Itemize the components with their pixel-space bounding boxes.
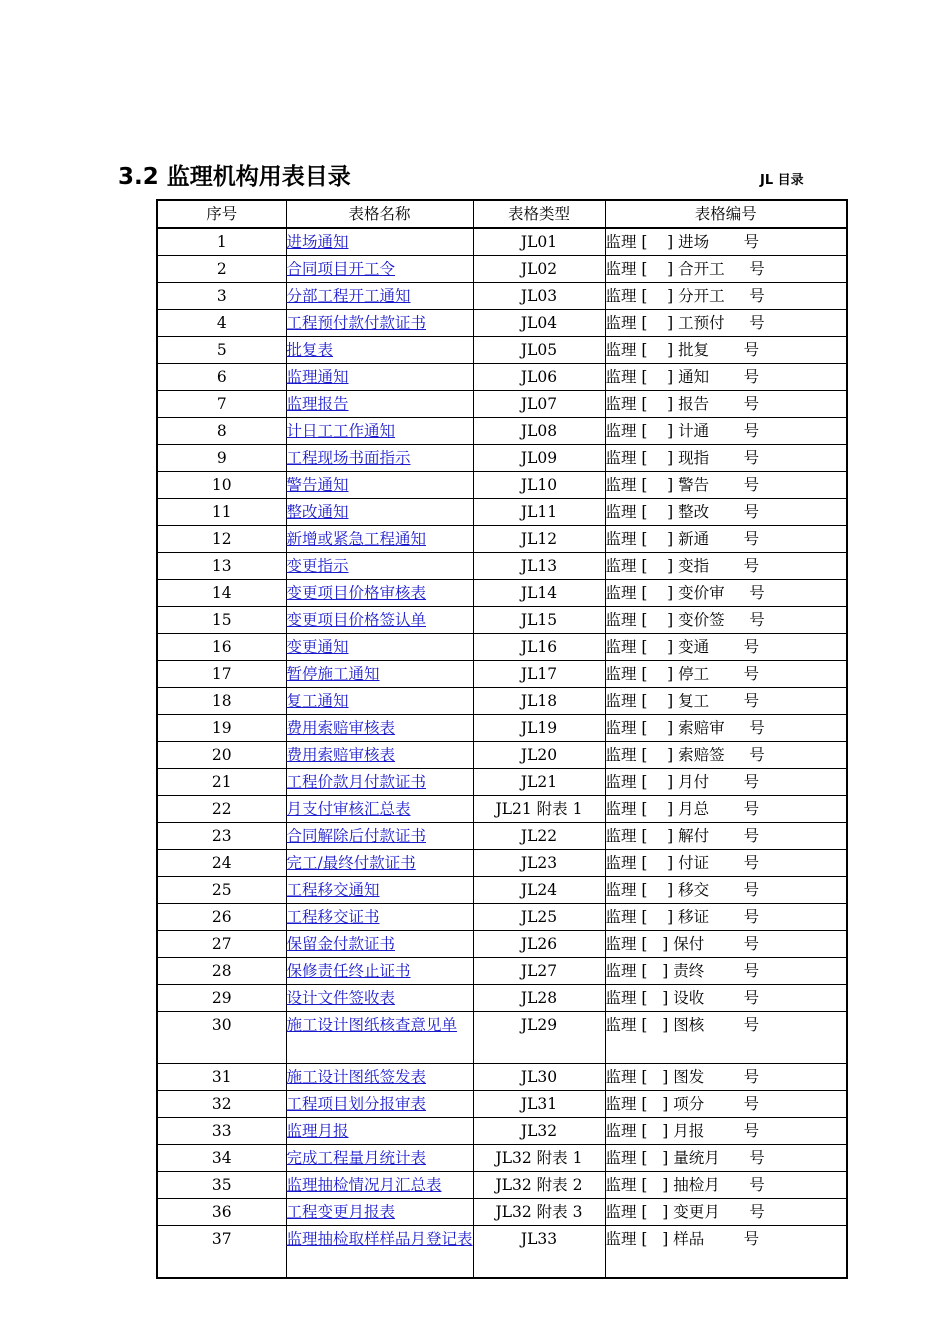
- form-code: 监理 [ ] 设收 号: [605, 985, 847, 1012]
- form-type: JL24: [473, 877, 605, 904]
- form-name-cell: [286, 418, 473, 445]
- form-type: JL18: [473, 688, 605, 715]
- form-name-cell: [286, 742, 473, 769]
- table-row: [157, 1012, 847, 1064]
- table-row: [157, 958, 847, 985]
- form-name-cell: [286, 472, 473, 499]
- header-name: 表格名称: [286, 200, 473, 228]
- row-number: 23: [157, 823, 286, 850]
- form-name-cell: [286, 391, 473, 418]
- form-name-cell: [286, 1145, 473, 1172]
- form-link[interactable]: 监理通知: [286, 368, 349, 386]
- form-link[interactable]: 进场通知: [286, 233, 349, 251]
- table-row: [157, 445, 847, 472]
- form-name-cell: [286, 985, 473, 1012]
- form-link[interactable]: 监理抽检情况月汇总表: [286, 1176, 442, 1194]
- form-name-cell: [286, 877, 473, 904]
- row-number: 15: [157, 607, 286, 634]
- form-code: 监理 [ ] 图发 号: [605, 1064, 847, 1091]
- row-number: 4: [157, 310, 286, 337]
- form-code: 监理 [ ] 计通 号: [605, 418, 847, 445]
- form-type: JL32 附表 2: [473, 1172, 605, 1199]
- table-row: [157, 607, 847, 634]
- form-name-cell: [286, 607, 473, 634]
- table-row: [157, 904, 847, 931]
- header-no: 序号: [157, 200, 286, 228]
- form-link[interactable]: 监理月报: [286, 1122, 349, 1140]
- table-row: [157, 499, 847, 526]
- row-number: 21: [157, 769, 286, 796]
- form-type: JL16: [473, 634, 605, 661]
- table-row: [157, 472, 847, 499]
- table-row: [157, 688, 847, 715]
- form-link[interactable]: 复工通知: [286, 692, 349, 710]
- form-code: 监理 [ ] 月总 号: [605, 796, 847, 823]
- form-name-cell: [286, 1172, 473, 1199]
- form-type: JL04: [473, 310, 605, 337]
- form-code: 监理 [ ] 进场 号: [605, 228, 847, 256]
- form-type: JL25: [473, 904, 605, 931]
- form-name-cell: [286, 634, 473, 661]
- form-type: JL23: [473, 850, 605, 877]
- form-name-cell: [286, 445, 473, 472]
- form-type: JL03: [473, 283, 605, 310]
- form-code: 监理 [ ] 变价审 号: [605, 580, 847, 607]
- form-type: JL02: [473, 256, 605, 283]
- form-name-cell: [286, 228, 473, 256]
- form-type: JL31: [473, 1091, 605, 1118]
- form-type: JL27: [473, 958, 605, 985]
- form-link[interactable]: 变更项目价格审核表: [286, 584, 427, 602]
- table-row: [157, 526, 847, 553]
- table-row: [157, 337, 847, 364]
- form-type: JL08: [473, 418, 605, 445]
- form-name-cell: [286, 931, 473, 958]
- table-row: [157, 823, 847, 850]
- form-name-cell: [286, 1012, 473, 1064]
- form-name-cell: [286, 553, 473, 580]
- form-code: 监理 [ ] 图核 号: [605, 1012, 847, 1064]
- form-link[interactable]: 警告通知: [286, 476, 349, 494]
- form-name-cell: [286, 823, 473, 850]
- form-type: JL28: [473, 985, 605, 1012]
- row-number: 6: [157, 364, 286, 391]
- table-row: [157, 877, 847, 904]
- form-link[interactable]: 监理报告: [286, 395, 349, 413]
- form-type: JL06: [473, 364, 605, 391]
- form-link[interactable]: 保修责任终止证书: [286, 962, 411, 980]
- table-row: [157, 715, 847, 742]
- form-type: JL21: [473, 769, 605, 796]
- form-link[interactable]: 工程预付款付款证书: [286, 314, 427, 332]
- row-number: 30: [157, 1012, 286, 1064]
- row-number: 22: [157, 796, 286, 823]
- table-row: [157, 742, 847, 769]
- table-row: [157, 1118, 847, 1145]
- form-code: 监理 [ ] 量统月 号: [605, 1145, 847, 1172]
- form-code: 监理 [ ] 付证 号: [605, 850, 847, 877]
- form-link[interactable]: 费用索赔审核表: [286, 719, 396, 737]
- form-code: 监理 [ ] 变价签 号: [605, 607, 847, 634]
- table-row: [157, 1199, 847, 1226]
- form-type: JL32 附表 3: [473, 1199, 605, 1226]
- form-type: JL12: [473, 526, 605, 553]
- form-type: JL01: [473, 228, 605, 256]
- form-name-cell: [286, 1226, 473, 1278]
- form-name-cell: [286, 364, 473, 391]
- form-type: JL10: [473, 472, 605, 499]
- row-number: 7: [157, 391, 286, 418]
- form-directory-table: [156, 199, 848, 1279]
- row-number: 19: [157, 715, 286, 742]
- header-code: 表格编号: [605, 200, 847, 228]
- row-number: 29: [157, 985, 286, 1012]
- form-name-cell: [286, 715, 473, 742]
- form-link[interactable]: 计日工工作通知: [286, 422, 396, 440]
- form-name-cell: [286, 337, 473, 364]
- form-type: JL15: [473, 607, 605, 634]
- form-link[interactable]: 工程移交通知: [286, 881, 380, 899]
- row-number: 5: [157, 337, 286, 364]
- form-name-cell: [286, 850, 473, 877]
- row-number: 1: [157, 228, 286, 256]
- row-number: 31: [157, 1064, 286, 1091]
- form-name-cell: [286, 1118, 473, 1145]
- table-row: [157, 1226, 847, 1278]
- header-type: 表格类型: [473, 200, 605, 228]
- form-code: 监理 [ ] 新通 号: [605, 526, 847, 553]
- row-number: 11: [157, 499, 286, 526]
- table-row: [157, 553, 847, 580]
- form-link[interactable]: 施工设计图纸核查意见单: [286, 1016, 458, 1034]
- row-number: 13: [157, 553, 286, 580]
- form-link[interactable]: 工程现场书面指示: [286, 449, 411, 467]
- row-number: 9: [157, 445, 286, 472]
- form-name-cell: [286, 526, 473, 553]
- form-type: JL17: [473, 661, 605, 688]
- form-name-cell: [286, 256, 473, 283]
- row-number: 25: [157, 877, 286, 904]
- row-number: 8: [157, 418, 286, 445]
- form-type: JL13: [473, 553, 605, 580]
- form-code: 监理 [ ] 警告 号: [605, 472, 847, 499]
- form-code: 监理 [ ] 工预付 号: [605, 310, 847, 337]
- form-code: 监理 [ ] 通知 号: [605, 364, 847, 391]
- form-link[interactable]: 分部工程开工通知: [286, 287, 411, 305]
- form-name-cell: [286, 580, 473, 607]
- form-name-cell: [286, 796, 473, 823]
- table-row: [157, 1145, 847, 1172]
- form-code: 监理 [ ] 变通 号: [605, 634, 847, 661]
- form-code: 监理 [ ] 移证 号: [605, 904, 847, 931]
- form-link[interactable]: 月支付审核汇总表: [286, 800, 411, 818]
- form-type: JL09: [473, 445, 605, 472]
- form-name-cell: [286, 958, 473, 985]
- row-number: 36: [157, 1199, 286, 1226]
- form-link[interactable]: 工程项目划分报审表: [286, 1095, 427, 1113]
- form-link[interactable]: 工程移交证书: [286, 908, 380, 926]
- form-code: 监理 [ ] 合开工 号: [605, 256, 847, 283]
- form-link[interactable]: 完成工程量月统计表: [286, 1149, 427, 1167]
- form-link[interactable]: 整改通知: [286, 503, 349, 521]
- form-name-cell: [286, 1199, 473, 1226]
- form-code: 监理 [ ] 样品 号: [605, 1226, 847, 1278]
- row-number: 34: [157, 1145, 286, 1172]
- form-link[interactable]: 费用索赔审核表: [286, 746, 396, 764]
- form-type: JL33: [473, 1226, 605, 1278]
- form-code: 监理 [ ] 保付 号: [605, 931, 847, 958]
- form-link[interactable]: 完工/最终付款证书: [286, 854, 416, 872]
- page-title: 3.2 监理机构用表目录: [118, 164, 351, 190]
- form-type: JL22: [473, 823, 605, 850]
- row-number: 10: [157, 472, 286, 499]
- form-link[interactable]: 设计文件签收表: [286, 989, 396, 1007]
- table-row: [157, 1064, 847, 1091]
- form-link[interactable]: 变更指示: [286, 557, 349, 575]
- form-link[interactable]: 保留金付款证书: [286, 935, 396, 953]
- form-code: 监理 [ ] 现指 号: [605, 445, 847, 472]
- form-name-cell: [286, 1091, 473, 1118]
- form-type: JL19: [473, 715, 605, 742]
- row-number: 17: [157, 661, 286, 688]
- form-code: 监理 [ ] 月报 号: [605, 1118, 847, 1145]
- table-row: [157, 1172, 847, 1199]
- table-row: [157, 769, 847, 796]
- form-code: 监理 [ ] 批复 号: [605, 337, 847, 364]
- form-type: JL07: [473, 391, 605, 418]
- row-number: 26: [157, 904, 286, 931]
- form-name-cell: [286, 283, 473, 310]
- table-row: [157, 985, 847, 1012]
- form-name-cell: [286, 1064, 473, 1091]
- form-type: JL26: [473, 931, 605, 958]
- form-name-cell: [286, 769, 473, 796]
- table-row: [157, 580, 847, 607]
- row-number: 18: [157, 688, 286, 715]
- table-row: [157, 256, 847, 283]
- form-link[interactable]: 工程价款月付款证书: [286, 773, 427, 791]
- form-link[interactable]: 监理抽检取样样品月登记表: [286, 1230, 473, 1248]
- form-link[interactable]: 工程变更月报表: [286, 1203, 396, 1221]
- row-number: 24: [157, 850, 286, 877]
- form-type: JL11: [473, 499, 605, 526]
- row-number: 16: [157, 634, 286, 661]
- form-name-cell: [286, 661, 473, 688]
- table-row: [157, 796, 847, 823]
- form-code: 监理 [ ] 变指 号: [605, 553, 847, 580]
- form-type: JL29: [473, 1012, 605, 1064]
- form-type: JL30: [473, 1064, 605, 1091]
- row-number: 37: [157, 1226, 286, 1278]
- table-row: [157, 283, 847, 310]
- table-row: [157, 418, 847, 445]
- row-number: 33: [157, 1118, 286, 1145]
- form-link[interactable]: 合同解除后付款证书: [286, 827, 427, 845]
- table-header-row: [157, 200, 847, 228]
- row-number: 3: [157, 283, 286, 310]
- form-code: 监理 [ ] 复工 号: [605, 688, 847, 715]
- table-row: [157, 310, 847, 337]
- table-row: [157, 634, 847, 661]
- form-code: 监理 [ ] 变更月 号: [605, 1199, 847, 1226]
- form-type: JL32 附表 1: [473, 1145, 605, 1172]
- row-number: 14: [157, 580, 286, 607]
- form-code: 监理 [ ] 报告 号: [605, 391, 847, 418]
- form-name-cell: [286, 904, 473, 931]
- table-row: [157, 931, 847, 958]
- row-number: 28: [157, 958, 286, 985]
- form-link[interactable]: 变更通知: [286, 638, 349, 656]
- form-code: 监理 [ ] 移交 号: [605, 877, 847, 904]
- form-code: 监理 [ ] 责终 号: [605, 958, 847, 985]
- row-number: 12: [157, 526, 286, 553]
- form-type: JL14: [473, 580, 605, 607]
- form-type: JL32: [473, 1118, 605, 1145]
- form-code: 监理 [ ] 停工 号: [605, 661, 847, 688]
- form-name-cell: [286, 310, 473, 337]
- table-row: [157, 364, 847, 391]
- row-number: 2: [157, 256, 286, 283]
- form-type: JL20: [473, 742, 605, 769]
- table-row: [157, 228, 847, 256]
- row-number: 20: [157, 742, 286, 769]
- form-name-cell: [286, 499, 473, 526]
- form-code: 监理 [ ] 项分 号: [605, 1091, 847, 1118]
- form-link[interactable]: 施工设计图纸签发表: [286, 1068, 427, 1086]
- table-row: [157, 391, 847, 418]
- row-number: 35: [157, 1172, 286, 1199]
- table-row: [157, 1091, 847, 1118]
- form-type: JL05: [473, 337, 605, 364]
- row-number: 32: [157, 1091, 286, 1118]
- form-type: JL21 附表 1: [473, 796, 605, 823]
- form-code: 监理 [ ] 索赔审 号: [605, 715, 847, 742]
- row-number: 27: [157, 931, 286, 958]
- form-link[interactable]: 变更项目价格签认单: [286, 611, 427, 629]
- form-code: 监理 [ ] 月付 号: [605, 769, 847, 796]
- table-row: [157, 850, 847, 877]
- form-code: 监理 [ ] 分开工 号: [605, 283, 847, 310]
- form-link[interactable]: 暂停施工通知: [286, 665, 380, 683]
- form-link[interactable]: 批复表: [286, 341, 334, 359]
- form-name-cell: [286, 688, 473, 715]
- form-code: 监理 [ ] 索赔签 号: [605, 742, 847, 769]
- table-row: [157, 661, 847, 688]
- form-code: 监理 [ ] 解付 号: [605, 823, 847, 850]
- catalog-tag: JL 目录: [760, 173, 804, 188]
- form-code: 监理 [ ] 抽检月 号: [605, 1172, 847, 1199]
- form-link[interactable]: 新增或紧急工程通知: [286, 530, 427, 548]
- form-link[interactable]: 合同项目开工令: [286, 260, 396, 278]
- form-code: 监理 [ ] 整改 号: [605, 499, 847, 526]
